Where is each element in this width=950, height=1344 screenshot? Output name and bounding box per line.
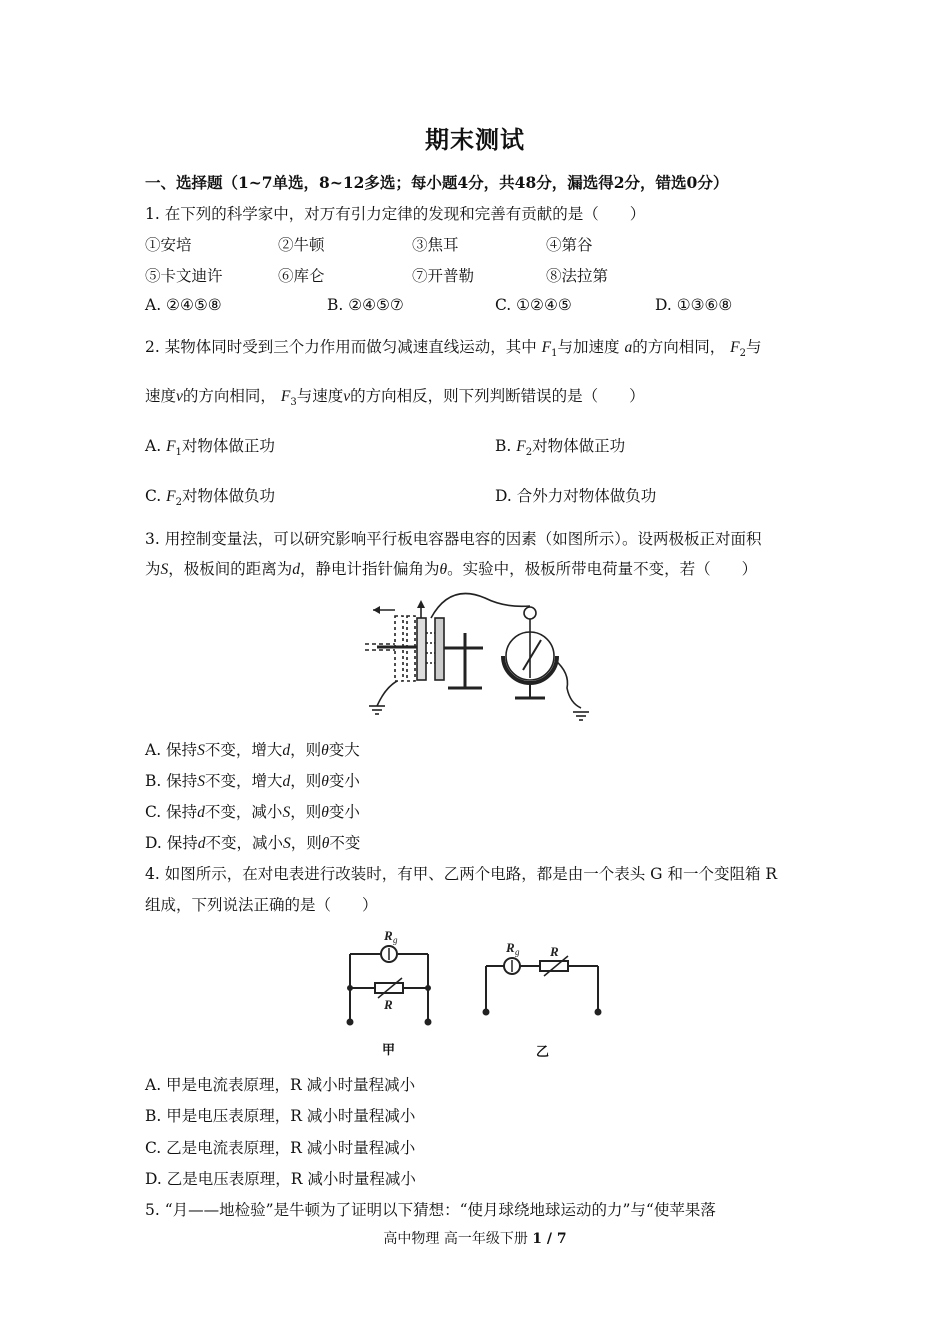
section-heading: 一、选择题（1~7单选，8~12多选；每小题4分，共48分，漏选得2分，错选0分） <box>145 173 729 192</box>
electrometer-knob <box>524 607 536 619</box>
q1-stem: 1. 在下列的科学家中，对万有引力定律的发现和完善有贡献的是（ ） <box>145 205 646 223</box>
rheostat-symbol <box>540 961 568 971</box>
q3-option-a[interactable]: A. 保持S不变，增大d，则θ变大 <box>145 741 360 759</box>
page-footer <box>0 1228 950 1248</box>
ground-wire-right <box>555 660 581 708</box>
label-rg-sub: g <box>515 947 520 957</box>
q1-option-c[interactable]: C. ①②④⑤ <box>495 296 572 314</box>
q3-stem-line1: 3. 用控制变量法，可以研究影响平行板电容器电容的因素（如图所示）。设两极板正对面积 <box>145 530 762 548</box>
q2-stem-line1: 2. 某物体同时受到三个力作用而做匀减速直线运动，其中 $F_1$与加速度 a的方向相同， $F_2$与 <box>145 338 762 360</box>
q1-option-b[interactable]: B. ②④⑤⑦ <box>327 296 404 314</box>
fixed-plate <box>435 618 444 680</box>
q4-option-a[interactable]: A. 甲是电流表原理，R 减小时量程减小 <box>145 1076 416 1094</box>
circuit-jia-figure <box>340 922 440 1037</box>
q4-option-b[interactable]: B. 甲是电压表原理，R 减小时量程减小 <box>145 1107 416 1125</box>
q3-option-b[interactable]: B. 保持S不变，增大d，则θ变小 <box>145 772 360 790</box>
label-r: R <box>550 944 559 959</box>
arrow-head-left <box>373 606 380 614</box>
electrometer-needle <box>523 640 541 670</box>
q3-option-d[interactable]: D. 保持d不变，减小S，则θ不变 <box>145 834 361 852</box>
q1-option-d[interactable]: D. ①③⑥⑧ <box>655 296 733 314</box>
movable-plate <box>417 618 426 680</box>
page-title: 期末测试 <box>425 125 525 154</box>
circuit-yi-figure <box>478 932 608 1022</box>
q5-stem-line1: 5. “月——地检验”是牛顿为了证明以下猜想：“使月球绕地球运动的力”与“使苹果落 <box>145 1201 716 1219</box>
q1-option-a[interactable]: A. ②④⑤⑧ <box>145 296 222 314</box>
q4-stem-line2: 组成，下列说法正确的是（ ） <box>145 896 378 914</box>
label-yi: 乙 <box>536 1045 550 1060</box>
label-rg: R <box>506 940 515 955</box>
ground-wire-left <box>377 681 397 706</box>
force-symbol: F <box>541 339 552 356</box>
q2-option-a[interactable]: A. $F_1$对物体做正功 <box>145 437 275 459</box>
q1-item: ⑧法拉第 <box>546 267 609 285</box>
label-jia: 甲 <box>382 1043 396 1058</box>
q2-stem-line2: 速度v的方向相同， $F_3$与速度v的方向相反，则下列判断错误的是（ ） <box>145 387 645 409</box>
q1-item: ③焦耳 <box>412 236 459 254</box>
q1-item: ⑥库仑 <box>278 267 325 285</box>
q2-option-d[interactable]: D. 合外力对物体做负功 <box>495 487 657 505</box>
q3-option-c[interactable]: C. 保持d不变，减小S，则θ变小 <box>145 803 360 821</box>
page-number: 1 / 7 <box>532 1231 567 1247</box>
q3-stem-line2: 为S，极板间的距离为d，静电计指针偏角为θ。实验中，极板所带电荷量不变，若（ ） <box>145 560 758 578</box>
label-rg: R <box>384 928 393 943</box>
label-r: R <box>384 997 393 1012</box>
q2-option-c[interactable]: C. $F_2$对物体做负功 <box>145 487 276 509</box>
q1-item: ⑦开普勒 <box>412 267 475 285</box>
label-rg-sub: g <box>393 935 398 945</box>
arrow-head-up <box>417 600 425 608</box>
capacitor-electrometer-figure <box>355 588 600 723</box>
q4-option-d[interactable]: D. 乙是电压表原理，R 减小时量程减小 <box>145 1170 416 1188</box>
q4-stem-line1: 4. 如图所示，在对电表进行改装时，有甲、乙两个电路，都是由一个表头 G 和一个变阻箱 R <box>145 865 778 883</box>
q2-option-b[interactable]: B. $F_2$对物体做正功 <box>495 437 626 459</box>
q1-item: ⑤卡文迪许 <box>145 267 223 285</box>
q4-option-c[interactable]: C. 乙是电流表原理，R 减小时量程减小 <box>145 1139 416 1157</box>
q1-item: ②牛顿 <box>278 236 325 254</box>
footer-subject: 高中物理 高一年级下册 <box>383 1231 533 1247</box>
q1-item: ④第谷 <box>546 236 593 254</box>
connecting-wire <box>431 594 530 619</box>
q1-item: ①安培 <box>145 236 192 254</box>
